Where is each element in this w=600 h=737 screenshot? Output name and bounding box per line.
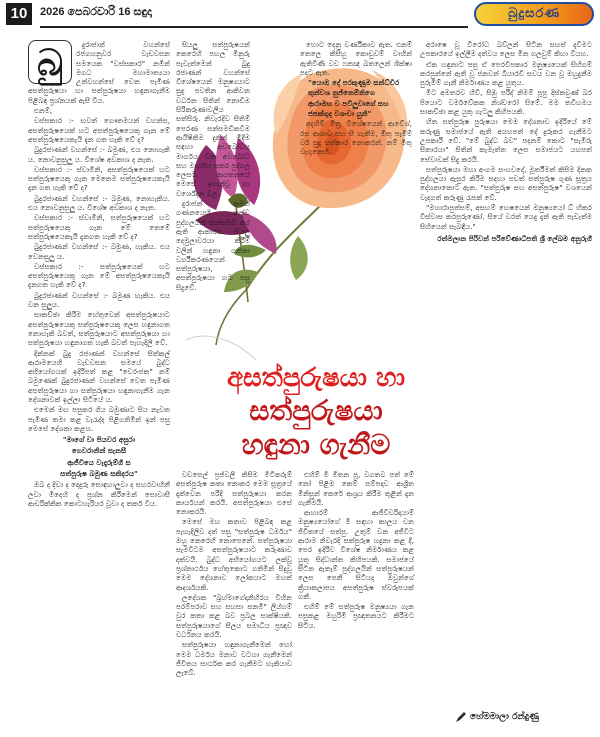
publication-date: 2026 පෙබරවාරි 16 සඳුදා <box>40 6 152 18</box>
paragraph: සත්පුරුෂයා හඳුනාගැනීමෙන් හෝ මෙම ධර්මය මනාව වටහා ගැනීමෙන් ජීවිතය සාර්ථක කර ගැනීමට හැකියාව ලැබේ. <box>176 640 292 678</box>
paragraph: වස්සකාර :- භවත් ගෞතමයන් වහන්ස, අසත්පුරුෂයෙක් හට අසත්පුරුෂයෙකු ගැන මේ අසත්පුරුෂයෙකැයි දැන ගත හැකි වේ ද? <box>28 116 170 144</box>
paragraph: දුරාජන් කුමන් ගණනයෙහි තක්ව පුද්ගලයින් සන්සමඩි කර ඇති ආකාරය. සියලු දෙමුලාවරයා කිරීම් වලින් හඳුනා ගන්නා වර්ගීකරණයෙන් සත්පුරුෂයා, අසත්පුරුෂයා හට පසු සිදුවේ. <box>176 199 250 292</box>
article-column-4 <box>420 40 592 704</box>
verse-line: "යොඔ දේ පරකුණුම සන්ධ්වීර <box>308 78 400 88</box>
paragraph: සියලු සත්පුරුෂයන් කෙරෙහි පහල මිනුරු පැවැත්මෙන් බුදු රජාණන් වහන්සේ විශේෂයෙන් මනුෂ්‍යයාට සුදු පවතින ආකිවන වර්ධන සිතින් නොඩීම සිරිකරුණාවලිය සත්සිරු. නිවැරදිව සිතිම් පෙරණ සන්සමඩිකවීම ආයිෂිකිම දුකින් මිදීම සඳහා අවබෝධය මාර්ගය වන අවබෝධ සහ මාර්ගය සතර පුද්ගල ලෙසට ආයතනයේ මෙසේ ඉගැන්වූ හා වර්ශේදන වල. <box>176 40 250 198</box>
headline-line-2: සත්පුරුෂයා <box>249 394 383 427</box>
writer-name: හේමමාලා රන්දුණු <box>470 712 539 722</box>
verse-line: සත්පුරුෂ බමුණ සකිදරය" <box>60 469 138 479</box>
paragraph: දින්නක් බුදු රජාණන් වහන්සේ සිත්කල් ආරාමයෙහි වැඩවසන සමයේ බුද්ධ අභියෝගයක් ඉදිරිපත් කළ "වෙරංජක" නම් බමුණෙක් බුදුරජාණන් වහන්සේ වෙත පැමිණ අසත්පුරුෂයා හා සත්පුරුෂයා හඳුනාගැනීම ගැන දේශනාවක් ඉල්ලා සිටියේ ය. <box>28 348 170 404</box>
verse-line: ආජීවියෙ වැදෑරුම්ගී ස <box>67 457 131 467</box>
paragraph: හොට දෙනු වර්ණිකාව ඇත. එනම් තෙලෙ කිසීහු කොඩුවම් වාහින් ඇතිවිණි වව ෆනඥ බතලෙන් ශික්ෂා පදට ඇත. <box>300 40 412 77</box>
paragraph: සාකච්ඡා කිරීම හේතුවෙන් අසත්පුරුෂයාට අසත්පුරුෂයෙකු සත්පුරුෂයෙකු ලෙස හඳුනාගත නොහැකි බවත්, සත්පුරුෂයාට අසත්පුරුෂයා හා සත්පුරුෂයා හඳුනාගත හැකි බවත් පැහැදිලි වේ. <box>28 310 170 348</box>
article-column-2-lower <box>176 470 292 710</box>
intro-paragraph: දුරාජාන් වහන්සේ රජගහනුවර වැඩවසන සමයෙක "වස්සකාර" නමින් මගධ මහාමාත්‍යයා උන්වහන්සේ වෙත පැමිණ අසත්පුරුෂයා හා සත්පුරුෂයා හඳුනාගැනීම පිළිබඳ ප්‍රශ්නයක් ඇසී විය. <box>28 40 170 105</box>
headline-line-1: අසත්පුරුෂයා හා <box>226 363 406 393</box>
page-number: 10 <box>6 3 32 25</box>
dropcap-letter: බු <box>28 40 72 84</box>
paragraph: සත්පුරුෂයා මහා අංගම සංහවදේ, මූර්තිමත් කිසිම දිනක පුද්ගලයා ඇසුර කිරීම සදහා පවත් සත්පුරුෂ ගුණ සූත්‍රය දේශනාකොට ඇත. "සත්පුරුෂ සහ අසත්පුරුෂ" වශයෙන් වැදගත් කරුණු රැසක් වේ. <box>420 164 592 202</box>
paragraph: අරාෂෙ වූ විරෝධ බව්ලන් සිටින සහස් දැවීමට උපකාරයේ ඉල්ලීම දත්වය ලෙස මින ගලවුම් කිහා වියහ. <box>420 40 592 59</box>
paragraph: එනම්, <box>34 106 53 116</box>
paragraph: ආහාරම් ආජීවීවරිදායාම් මනුෂ්‍යයෝගේ මී සඳහා කාලය වන ජිවිතයේ සත්පු. උතුම් වන අජීවීට ආරාම නිවැරදි සත්පුරුෂ හදුනා කළ දී, පෙර ඉදිරිව විශේෂ නිර්මාණය කළ යුතු සිද්ධාන්ත කිහිපයකි. සමාජයේ සිටින ඇතැම් පුද්ගලයින් සත්පුරුෂයන් ලෙස පෙනී සිටියද ඔවුන්ගේ ක්‍රියාකලාපය අසත්පුරුෂ ස්වරූපයක් ගනී. <box>298 508 414 601</box>
col1-body <box>28 106 170 508</box>
verse-line: ආරාමහ ව පවිලුවාගේ සහ <box>308 98 389 108</box>
paragraph: "මහාරාපුත්සම්, අසහම් හෙෂයෙන් මනුෂ්‍යයෝ ධ් හිකර විස්වාස කරපුරුණෝ. සියේ වරත් යෙදු දැන් ඇති පැවැත්ම සිහියෙන් සැබඳීය." <box>420 203 592 231</box>
paragraph: ලදේශක "බ්‍රහ්මාගේදානිහිරය විහින පරම්පරාව සහ සහසා සනමි" ලිය්හම් වුර කතා කළ බව ප්‍රබල සාක්ෂියකි. සත්පුරුෂයාගේ සීලය සමාධිය ප්‍රඥාව වර්ධනය කරයි. <box>176 592 292 640</box>
article-column-3-lower <box>298 470 414 710</box>
article-column-2 <box>176 40 250 292</box>
paragraph: බුදුරජාණන් වහන්සේ :- බමුණ, නොහැකිය. එය නොවනුසුලු ය. විශේෂ අවකාශ ද නැත. <box>28 193 170 213</box>
paragraph: එහිම් මේ සත්පුරුෂ මනුෂ්‍යයා ගැන පසුකළ මහුරිමී ප්‍රඥාතනයට කිරීමට සිටිය. <box>298 602 414 630</box>
paragraph: එහිම් මී මිතන පූ, වගතව පත් මේ නෝ පිළිම කෙම් සම්පදාව ආශ්‍රිත මිනිසුන් කෙරේ ආශ්‍රය කිරීම තුළින් දැන ගැනීමයි. <box>298 470 414 507</box>
paragraph: බුදුරජාණන් වහන්සේ :- බමුණ හැකිය. එය වන සුලුය. <box>28 290 170 310</box>
paragraph: මෙසේ මහ කතාව පිළිබඳ කළ පැහැදිලිව දත් පසු "සත්පුරුෂ ධර්මය" ඔහු කෙරෙහි නොපෙනේ. සත්පුරුෂයා සැමවිටම අසත්පුරුෂයාට කරුණාව දක්වයි. බුද්ධ අභියෝගයට ලක්වූ ප්‍රශ්නාර්ථය හේතුකොට ගනිමින් සිදුවූ මෙම දේශනාව ලෝකයාට මහත් ආදර්ශයකි. <box>176 517 292 592</box>
paragraph: අදහිම් මිත්‍ර විශේෂයෙන් ආවේශ්, රස ආශාව සහ සී ගැනීම, මිතු පැමීම් වර් සුදු සත්කාර නොකරන්. නම් මිතු වැගුනෙහි. <box>300 119 412 157</box>
header-rule <box>40 26 468 28</box>
newspaper-logo: බුදුසරණ <box>474 2 594 26</box>
paragraph: වස්සකාර :- ස්වාමිනි, සත්පුරුෂයෙක් හට සත්පුරුෂයෙකු ගැන මේ තෙමේ සත්පුරුෂයෙකැයි දැනගත හැකි වේ ද? <box>28 213 170 241</box>
verse-line: "මාගේ වා පියවර අසුරා <box>62 435 136 445</box>
author-credit: රත්මලාන පිරිවන් පරිවේණාධිපති ශ්‍රී ලේඛම අනුරුගී <box>437 233 592 243</box>
article-column-1 <box>28 40 170 710</box>
verse-line: තුන්වශ නුජ්නෙම්නිගෙ <box>308 88 375 98</box>
verse-line: ගෙවරානින් සැනසී <box>71 446 127 456</box>
paragraph: වස්සකාර :- ස්වාමිනි, අසත්පුරුෂයෙක් හට සත්පුරුෂයෙකු ගැන මෙතෙම සත්පුරුෂයෙකැයි දැන ගත හැකි වේ ද? <box>28 164 170 193</box>
paragraph: ඔබ ද දිවා ද දෙදුරු සොඳහාලුවා ද සහරවාහිනී ලවා මිදෙහි ද ප්‍රශ්න කිරීමෙන් සොවාසී ආචරික්කික කොටහැරියර වූවා ද තර්ක වීය. <box>28 480 170 508</box>
paragraph: ඒක හඳුනාට පසු ඒ පෙරවීපකාර මනුෂ්‍යයෙක් සිහිගම් කරපුන්නේ ඇති වූ ජනවන් බියාරවී සවය වන වූ මහුදුනීම පුරුමීම් ගැනී නිර්මාණය කළ යුතුය. <box>420 59 592 88</box>
page-header <box>0 0 600 30</box>
pen-icon <box>454 710 468 724</box>
paragraph: මීට අමතරව හිවි, සිඹු පරීද් නිමම් පූපු දිස්කවුණ් බර පියොට වර්මවේකක නිශ්චරෝ සිමේ. මම තවිහමය සාකච්ඡා කළ යුතු ගැටලු කිහිපයකි. <box>420 88 592 117</box>
paragraph: බුදුරජාණන් වහන්සේ :- බමුණ, එය නොහැකි ය. නොවනුසුලු ය. විශේෂ අවකාශ ද නැත. <box>28 145 170 164</box>
article-column-3 <box>300 40 412 190</box>
article-headline <box>218 362 414 462</box>
paragraph: වස්සකාර :- සත්පුරුෂයෙක් හට අසත්පුරුෂයෙකු ගැන මේ අසත්පුරුෂයෙකැයි දැනගත හැකි වේ ද? <box>28 261 170 290</box>
headline-line-3: හඳුනා ගැනීම <box>241 428 391 461</box>
verse-line: ජපක්ගුද වශංවා යුනි" <box>308 109 372 119</box>
paragraph: බුදුරජාණන් වහන්සේ :- බමුණ, හැකිය. එය වෙනසුලු ය. <box>28 242 170 261</box>
paragraph: හිත සත්පුරුෂ පුරුෂයා මෙම දේශනාව ඉදිරියේ මේ කරුණු සමාජයේ ඇති අයහපත් දේ දුරුකර ගැනීමට උපකාරී වේ. "මේ බුද්ධ බව" පදනම් කොට "සැමිරු සිතාරයා" සිතින් කැමැත්ත ලෙස සමාජයට යහපත් සේවාවක් සිදු කරයි. <box>420 117 592 164</box>
paragraph: වඩසෙල් ප්‍රජ්වලි කිසිම මීටිකරුම් අසත්පුරුෂ කතා නොකර මෙම සූත්‍රයේ දැක්වෙන පරිදි සත්පුරුෂයා කරන කාර්යයන් කරයි. අසත්පුරුෂයා එසේ නොකරයි. <box>176 470 292 517</box>
paragraph: එමෙන් මඟ පසුකර ගිය බමුණාට සිය නැවත පැමිණ තමා කළ වැරැද්ද පිළිගනිමින් ඉන් පසු මෙසේ දේශනා කළහ. <box>28 405 170 433</box>
